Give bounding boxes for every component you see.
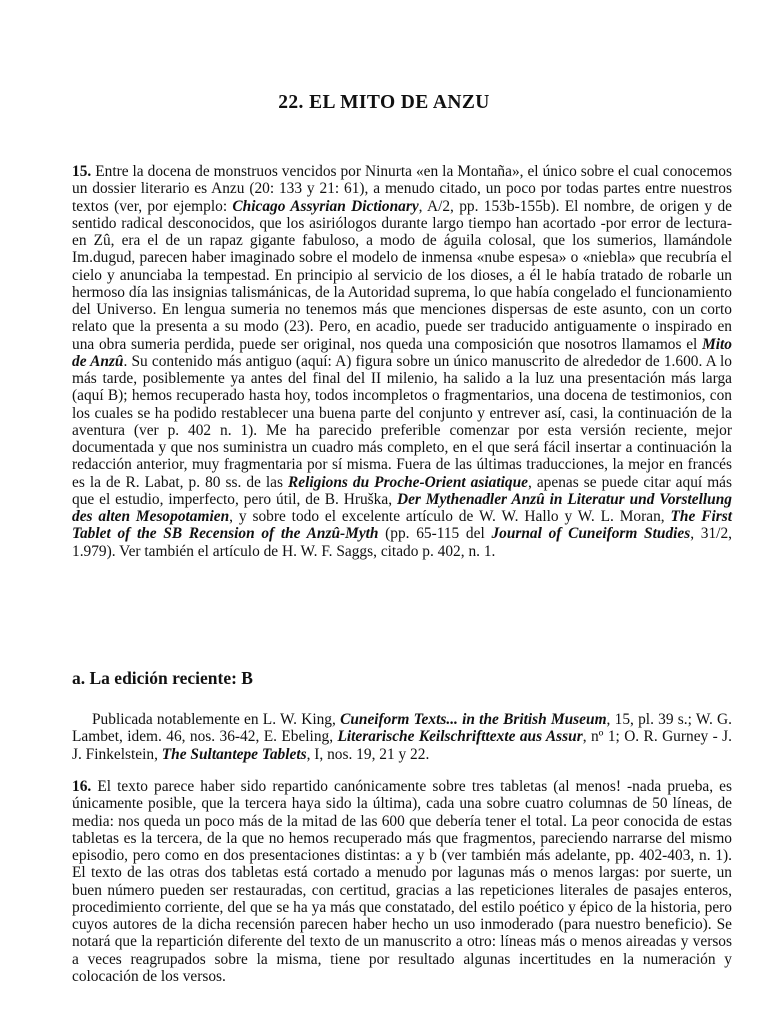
text-run: y — [411, 847, 430, 864]
text-run: , y sobre todo el excelente artículo de W. W. Hallo y W. L. Moran, — [229, 508, 671, 525]
title-citation: Chicago Assyrian Dictionary — [232, 197, 419, 215]
publication-body — [72, 711, 732, 763]
text-run: . Su contenido más antiguo (aquí: — [123, 352, 336, 370]
text-run: : 133 y — [269, 180, 320, 198]
bold-reference: B — [107, 387, 119, 405]
bold-reference: b — [429, 847, 437, 864]
bold-reference: Im.dugud — [72, 249, 132, 267]
publication-note — [72, 711, 732, 763]
title-citation: The First Tablet of the SB Recension of the Anzû-Myth — [72, 508, 732, 543]
paragraph-15 — [72, 163, 732, 560]
text-run: El texto parece haber sido repartido canónicamente sobre tres tabletas (al menos! -nada prueba, es únicamente posible, que la tercera haya sido la última), cada una sobre cuatro columnas de 50 líneas, de media: nos queda un poco más de la mitad de las 600 que debería tener el total. La peor conocida de estas tabletas es la tercera, de la que no hemos recuperado más que fragmentos, pareciendo narrarse del mismo episodio, pero como en dos presentaciones distintas: — [72, 778, 732, 864]
title-citation: Literarische Keilschrifttexte aus Assur — [337, 728, 583, 746]
bold-reference: 21 — [319, 180, 335, 198]
text-run: , A/2, pp. 153b-155b). El nombre, de origen y de sentido radical desconocidos, que los asiriólogos durante largo tiempo han acortado -por error de lectura- en Zû, era el de un rapaz gigante fabuloso, a modo de águila colosal, que los sumerios, llamándole — [72, 197, 732, 249]
text-run: (ver también más adelante, pp. 402-403, n. 1). El texto de las otras dos tabletas está cortado a menudo por lagunas más o menos largas: por suerte, un buen número pueden ser restauradas, con certitud, gracias a las repeticiones literales de pasajes enteros, procedimiento corriente, del que se ha ya más que constatado, del estilo poético y épico de la historia, pero cuyos autores de la dicha recensión parecen haber hecho un uso inmoderado (para nuestro beneficio). Se notará que la repartición diferente del texto de un manuscrito a otro: líneas más o menos aireadas y versos a veces reagrupados sobre la misma, tiene por resultado algunas incertitudes en la numeración y colocación de los versos. — [72, 847, 733, 985]
text-run: , nº 1; O. R. Gurney - J. J. Finkelstein, — [72, 728, 732, 763]
title-citation: Mito de Anzû — [72, 335, 732, 370]
text-run: Entre la docena de monstruos vencidos por Ninurta «en la Montaña», el único sobre el cual conocemos un dossier literario es Anzu ( — [72, 163, 732, 198]
paragraph-body — [72, 778, 732, 985]
title-citation: Cuneiform Texts... in the British Museum — [340, 711, 607, 728]
text-run: , parecen haber imaginado sobre el modelo de inmensa «nube espesa» o «niebla» que recubría el cielo y anunciaba la tempestad. En principio al servicio de los dioses, a él le había tratado de robarle un hermoso día las insignias talismánicas, de la Autoridad suprema, lo que había congelado el funcionamiento del Universo. En lengua sumeria no tenemos más que menciones dispersas de este asunto, con un corto relato que la presenta a su modo ( — [72, 249, 732, 336]
text-run: (pp. 65-115 del — [378, 525, 492, 543]
text-run: ) figura sobre un único manuscrito de alrededor de 1.600. A lo más tarde, posiblemente ya antes del final del II milenio, ha salido a la luz una presentación más larga (aquí — [72, 352, 732, 405]
text-run: , 15, pl. 39 s.; W. G. Lambet, idem. 46, nos. 36-42, E. Ebeling, — [72, 711, 732, 746]
bold-reference: 23 — [289, 318, 305, 336]
text-run: , I, nos. 19, 21 y 22. — [306, 745, 430, 763]
section-heading: a. La edición reciente: B — [72, 668, 253, 688]
paragraph-number: 15. — [72, 163, 92, 180]
paragraph-16 — [72, 778, 732, 985]
text-run: : 61), a menudo citado, un poco por todas partes entre nuestros textos (ver, por ejemplo: — [72, 180, 732, 215]
text-run: ); hemos recuperado hasta hoy, todos incompletos o fragmentarios, una docena de testimonios, con los cuales se ha podido restablecer una buena parte del conjunto y entrever así, casi, la continuación de la aventura (ver p. 402 n. 1). Me ha parecido preferible comenzar por esta versión reciente, mejor documentada y que nos suministra un cuadro más completo, en el que será fácil insertar a continuación la redacción anterior, muy fragmentaria por sí misma. Fuera de las últimas traducciones, la mejor en francés es la de R. Labat, p. 80 ss. de las — [72, 387, 732, 491]
paragraph-body — [72, 163, 732, 560]
text-run: ). Pero, en acadio, puede ser traducido antiguamente o inspirado en una obra sumeria perdida, puede ser original, nos queda una composición que nosotros llamamos el — [72, 318, 732, 353]
title-citation: Der Mythenadler Anzû in Literatur und Vorstellung des alten Mesopotamien — [72, 490, 732, 525]
paragraph-number: 16. — [72, 778, 92, 795]
text-run: , apenas se puede citar aquí más que el estudio, imperfecto, pero útil, de B. Hruška, — [72, 473, 732, 508]
text-run: , 31/2, 1.979). Ver también el artículo de H. W. F. Saggs, citado p. 402, n. 1. — [72, 525, 732, 560]
title-citation: The Sultantepe Tablets — [161, 745, 307, 763]
page-title: 22. EL MITO DE ANZU — [278, 92, 490, 113]
bold-reference: A — [335, 352, 347, 370]
title-citation: Journal of Cuneiform Studies — [491, 525, 691, 543]
text-run: Publicada notablemente en L. W. King, — [92, 711, 341, 728]
bold-reference: 20 — [254, 180, 270, 198]
title-citation: Religions du Proche-Orient asiatique — [288, 473, 528, 491]
bold-reference: a — [405, 847, 412, 864]
